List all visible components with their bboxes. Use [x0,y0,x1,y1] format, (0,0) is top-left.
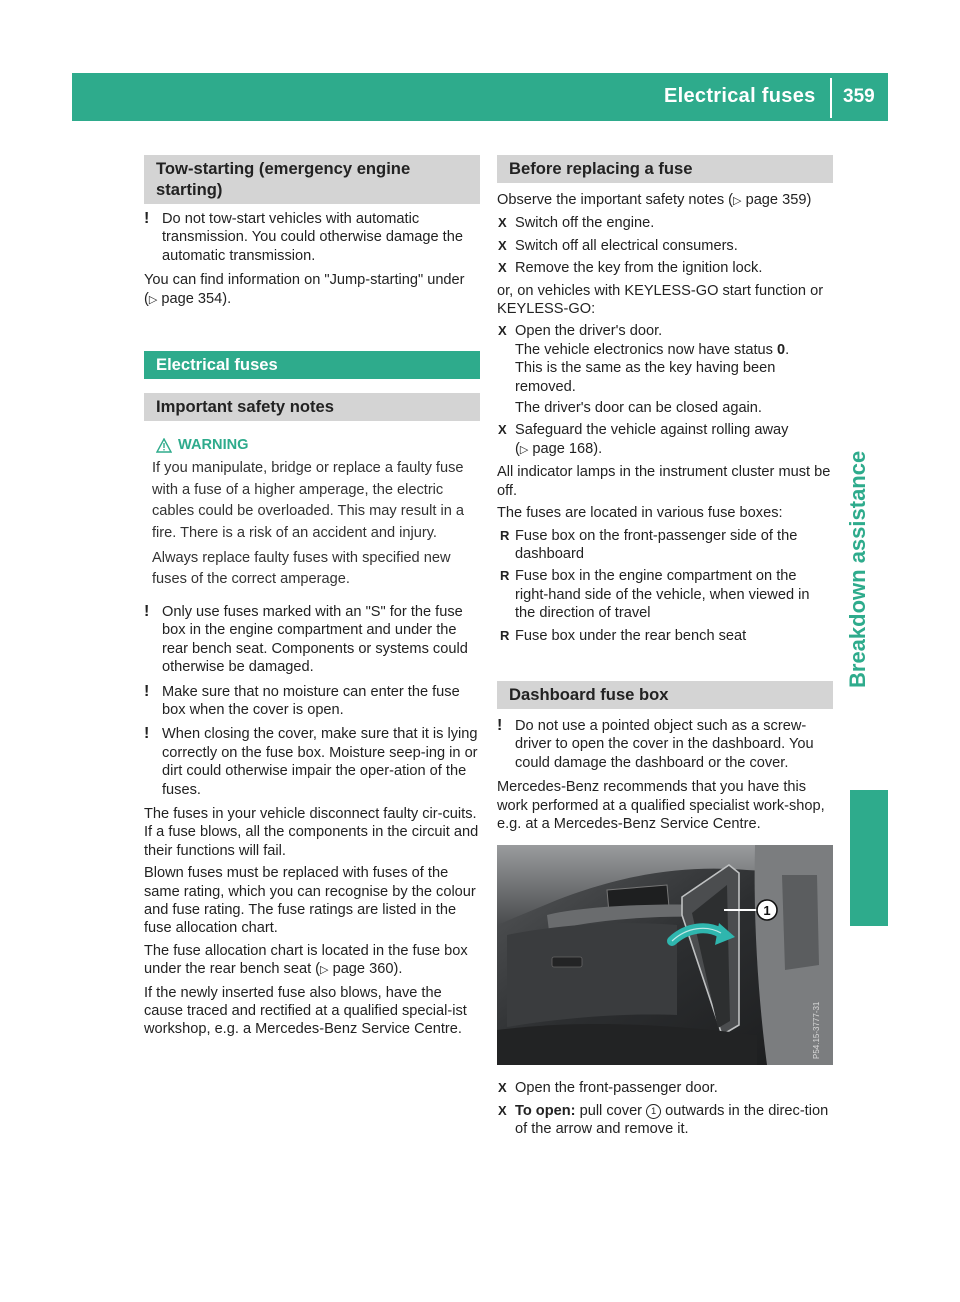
step-arrow-icon: X [498,215,507,231]
tow-start-note: ! Do not tow-start vehicles with automatic transmission. You could otherwise damage the automatic transmission. [144,210,463,264]
callout-number-1: 1 [763,903,771,919]
page-ref-link[interactable]: page 354 [161,290,223,307]
section-tab-marker [850,790,888,926]
bullet-icon: R [500,627,510,643]
photo-reference-code: P54.15-3777-31 [812,1001,821,1060]
page-number: 359 [843,86,875,107]
page-ref-link[interactable]: page 359 [745,192,807,208]
warning-box [144,435,480,591]
page-ref-arrow-icon: ▷ [320,964,329,977]
section-side-label: Breakdown assistance [845,450,870,688]
step-item: X Switch off all electrical consumers. [498,237,738,254]
step-arrow-icon: X [498,1080,507,1096]
step-arrow-icon: X [498,260,507,276]
attention-icon: ! [144,682,150,700]
header-divider [830,78,832,118]
step-arrow-icon: X [498,422,507,438]
warning-text-1: If you manipulate, bridge or replace a faulty fuse with a fuse of a higher amperage, the electric cables could be overloaded. This may result in a fire. There is a risk of an accident and injury. [152,460,465,541]
attention-icon: ! [144,725,150,743]
keyless-note: or, on vehicles with KEYLESS-GO start function or KEYLESS-GO: [497,282,824,318]
jump-start-info: You can find information on "Jump-starting" under (▷ page 354). [144,272,465,307]
recommendation-paragraph: Mercedes-Benz recommends that you have this work performed at a qualified specialist work-shop, e.g. at a Mercedes-Benz Service Centre. [497,779,825,832]
electrical-fuses-heading: Electrical fuses [144,351,480,379]
bullet-icon: R [500,527,510,543]
attention-icon: ! [144,210,150,227]
page-ref-link[interactable]: page 360 [332,961,394,978]
step-arrow-icon: X [498,323,507,339]
warning-triangle-icon [156,438,172,453]
tow-start-heading: Tow-starting (emergency engine starting) [144,155,480,204]
step-item: X Remove the key from the ignition lock. [498,260,763,277]
left-column [144,155,480,1043]
note-pointed-object: ! Do not use a pointed object such as a screw-driver to open the cover in the dashboard. You could damage the dashboard or the cover. [497,716,814,771]
fuse-locations-intro: The fuses are located in various fuse boxes: [497,505,783,522]
step-item: X Switch off the engine. [498,215,655,232]
attention-icon: ! [144,602,150,620]
callout-1-icon: 1 [646,1104,661,1119]
note-fuses-s-marking: ! Only use fuses marked with an "S" for the fuse box in the engine compartment and under the rear bench seat. Components or systems could otherwise be damaged. [144,602,468,676]
body-paragraph: Blown fuses must be replaced with fuses of the same rating, which you can recognise by the colour and fuse rating. The fuse ratings are listed in the fuse allocation chart. [144,865,476,937]
note-closing-cover: ! When closing the cover, make sure that it is lying correctly on the fuse box. Moisture seep-ing in or dirt could otherwise impair the oper-ation of the fuses. [144,725,478,798]
body-paragraph: If the newly inserted fuse also blows, have the cause traced and rectified at a qualified special-ist workshop, e.g. a Mercedes-Benz Service Centre. [144,984,467,1038]
step-item: X Safeguard the vehicle against rolling away (▷ page 168). [498,422,789,457]
step-item: X Open the driver's door. The vehicle electronics now have status 0. This is the same as the key having been removed. The driver's door can be closed again. [498,323,790,417]
step-arrow-icon: X [498,237,507,253]
step-arrow-icon: X [498,1102,507,1118]
right-column [497,155,833,1143]
body-paragraph: The fuse allocation chart is located in the fuse box under the rear bench seat (▷ page 360). [144,942,468,978]
note-moisture: ! Make sure that no moisture can enter the fuse box when the cover is open. [144,682,460,718]
list-item: R Fuse box under the rear bench seat [500,627,747,644]
attention-icon: ! [497,716,503,734]
before-replacing-heading: Before replacing a fuse [497,155,833,183]
bullet-icon: R [500,568,510,584]
page-title: Electrical fuses [664,85,816,107]
dashboard-fuse-cover-photo [497,845,833,1065]
step-item: X To open: pull cover 1 outwards in the direc-tion of the arrow and remove it. [498,1102,829,1138]
step-item: X Open the front-passenger door. [498,1080,718,1097]
page-ref-arrow-icon: ▷ [148,293,158,306]
list-item: R Fuse box in the engine compartment on the right-hand side of the vehicle, when viewed in the direction of travel [500,568,810,622]
observe-notes: Observe the important safety notes (▷ page 359) [497,192,812,208]
dashboard-fuse-box-heading: Dashboard fuse box [497,681,833,709]
warning-text-2: Always replace faulty fuses with specified new fuses of the correct amperage. [152,550,451,588]
body-paragraph: The fuses in your vehicle disconnect faulty cir-cuits. If a fuse blows, all the components in the circuit and their functions will fail. [144,805,479,859]
page-ref-arrow-icon: ▷ [733,195,742,207]
dashboard-illustration [497,845,833,1065]
warning-header: WARNING [152,435,480,456]
page-ref-link[interactable]: page 168 [532,440,594,457]
page-ref-arrow-icon: ▷ [519,443,529,456]
safety-notes-heading: Important safety notes [144,393,480,421]
indicator-note: All indicator lamps in the instrument cluster must be off. [497,464,831,499]
list-item: R Fuse box on the front-passenger side of the dashboard [500,527,798,562]
